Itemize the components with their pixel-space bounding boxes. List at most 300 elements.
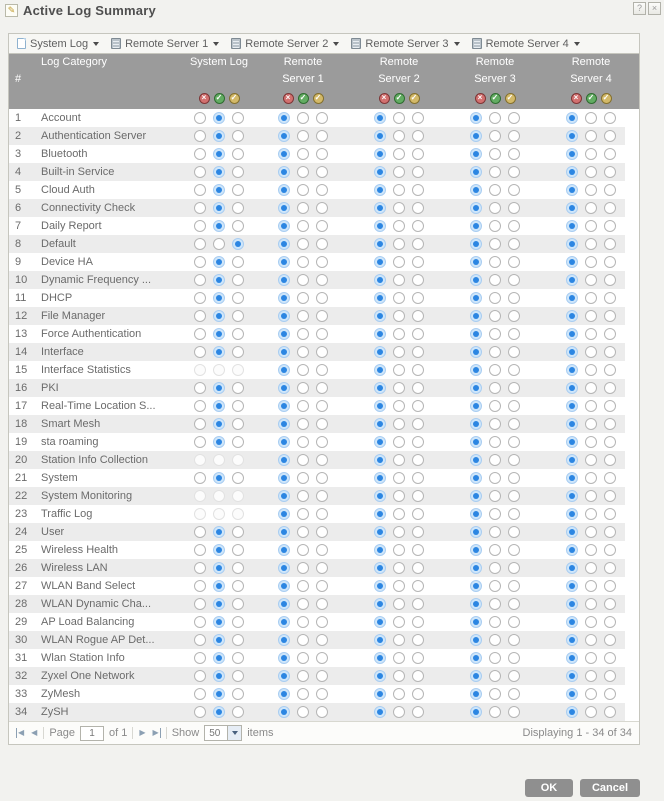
remote-server-1-disable-radio[interactable] xyxy=(278,382,290,394)
remote-server-2-disable-radio[interactable] xyxy=(374,112,386,124)
remote-server-1-disable-radio[interactable] xyxy=(278,328,290,340)
remote-server-2-debug-radio[interactable] xyxy=(412,652,424,664)
remote-server-3-disable-radio[interactable] xyxy=(470,616,482,628)
remote-server-2-enable-radio[interactable] xyxy=(393,598,405,610)
remote-server-2-debug-radio[interactable] xyxy=(412,454,424,466)
remote-server-4-enable-radio[interactable] xyxy=(585,112,597,124)
remote-server-2-debug-radio[interactable] xyxy=(412,238,424,250)
remote-server-4-disable-radio[interactable] xyxy=(566,256,578,268)
system-log-disable-radio[interactable] xyxy=(194,130,206,142)
remote-server-3-debug-radio[interactable] xyxy=(508,220,520,232)
remote-server-2-disable-radio[interactable] xyxy=(374,364,386,376)
system-log-debug-radio[interactable] xyxy=(232,346,244,358)
remote-server-4-disable-radio[interactable] xyxy=(566,148,578,160)
remote-server-4-enable-radio[interactable] xyxy=(585,706,597,718)
remote-server-2-debug-radio[interactable] xyxy=(412,310,424,322)
remote-server-1-debug-radio[interactable] xyxy=(316,562,328,574)
remote-server-2-disable-radio[interactable] xyxy=(374,688,386,700)
system-log-debug-radio[interactable] xyxy=(232,220,244,232)
remote-server-4-enable-radio[interactable] xyxy=(585,562,597,574)
remote-server-4-debug-radio[interactable] xyxy=(604,166,616,178)
remote-server-4-enable-radio[interactable] xyxy=(585,454,597,466)
remote-server-3-enable-radio[interactable] xyxy=(489,598,501,610)
remote-server-4-disable-radio[interactable] xyxy=(566,670,578,682)
remote-server-4-disable-radio[interactable] xyxy=(566,418,578,430)
remote-server-1-enable-radio[interactable] xyxy=(297,220,309,232)
remote-server-2-debug-radio[interactable] xyxy=(412,382,424,394)
system-log-enable-radio[interactable] xyxy=(213,166,225,178)
remote-server-4-disable-radio[interactable] xyxy=(566,490,578,502)
remote-server-4-enable-radio[interactable] xyxy=(585,688,597,700)
remote-server-3-disable-radio[interactable] xyxy=(470,292,482,304)
remote-server-3-enable-radio[interactable] xyxy=(489,220,501,232)
remote-server-1-enable-radio[interactable] xyxy=(297,148,309,160)
remote-server-3-disable-radio[interactable] xyxy=(470,526,482,538)
remote-server-1-disable-radio[interactable] xyxy=(278,634,290,646)
remote-server-4-disable-radio[interactable] xyxy=(566,328,578,340)
system-log-debug-radio[interactable] xyxy=(232,274,244,286)
system-log-enable-radio[interactable] xyxy=(213,202,225,214)
remote-server-1-disable-radio[interactable] xyxy=(278,436,290,448)
remote-server-1-disable-radio[interactable] xyxy=(278,256,290,268)
remote-server-1-enable-radio[interactable] xyxy=(297,436,309,448)
remote-server-2-enable-radio[interactable] xyxy=(393,112,405,124)
remote-server-2-debug-radio[interactable] xyxy=(412,292,424,304)
remote-server-2-debug-radio[interactable] xyxy=(412,148,424,160)
system-log-debug-radio[interactable] xyxy=(232,238,244,250)
remote-server-1-disable-radio[interactable] xyxy=(278,292,290,304)
system-log-enable-radio[interactable] xyxy=(213,238,225,250)
remote-server-3-enable-radio[interactable] xyxy=(489,454,501,466)
remote-server-4-disable-radio[interactable] xyxy=(566,436,578,448)
remote-server-1-enable-radio[interactable] xyxy=(297,202,309,214)
remote-server-3-disable-radio[interactable] xyxy=(470,706,482,718)
remote-server-4-disable-radio[interactable] xyxy=(566,274,578,286)
remote-server-2-disable-radio[interactable] xyxy=(374,670,386,682)
system-log-enable-radio[interactable] xyxy=(213,292,225,304)
remote-server-4-enable-radio[interactable] xyxy=(585,508,597,520)
remote-server-4-debug-radio[interactable] xyxy=(604,328,616,340)
remote-server-4-debug-radio[interactable] xyxy=(604,652,616,664)
remote-server-3-debug-radio[interactable] xyxy=(508,580,520,592)
remote-server-4-debug-radio[interactable] xyxy=(604,616,616,628)
remote-server-3-debug-radio[interactable] xyxy=(508,454,520,466)
remote-server-1-enable-radio[interactable] xyxy=(297,490,309,502)
remote-server-3-enable-radio[interactable] xyxy=(489,688,501,700)
remote-server-4-enable-radio[interactable] xyxy=(585,472,597,484)
toolbar-item-remote-server-3[interactable] xyxy=(345,34,465,53)
system-log-debug-radio[interactable] xyxy=(232,436,244,448)
system-log-enable-radio[interactable] xyxy=(213,544,225,556)
remote-server-2-disable-radio[interactable] xyxy=(374,184,386,196)
remote-server-3-enable-radio[interactable] xyxy=(489,292,501,304)
remote-server-1-debug-radio[interactable] xyxy=(316,634,328,646)
remote-server-4-debug-radio[interactable] xyxy=(604,472,616,484)
system-log-disable-radio[interactable] xyxy=(194,634,206,646)
remote-server-1-disable-radio[interactable] xyxy=(278,112,290,124)
remote-server-2-disable-radio[interactable] xyxy=(374,454,386,466)
cancel-button[interactable]: Cancel xyxy=(580,779,640,797)
remote-server-2-enable-radio[interactable] xyxy=(393,256,405,268)
system-log-debug-radio[interactable] xyxy=(232,688,244,700)
remote-server-4-enable-radio[interactable] xyxy=(585,616,597,628)
remote-server-1-enable-radio[interactable] xyxy=(297,526,309,538)
remote-server-1-enable-radio[interactable] xyxy=(297,112,309,124)
remote-server-4-debug-radio[interactable] xyxy=(604,238,616,250)
remote-server-3-select-all-disable-icon[interactable]: × xyxy=(475,93,486,104)
remote-server-1-enable-radio[interactable] xyxy=(297,184,309,196)
remote-server-4-debug-radio[interactable] xyxy=(604,670,616,682)
system-log-debug-radio[interactable] xyxy=(232,184,244,196)
remote-server-3-enable-radio[interactable] xyxy=(489,706,501,718)
remote-server-2-enable-radio[interactable] xyxy=(393,544,405,556)
remote-server-3-enable-radio[interactable] xyxy=(489,274,501,286)
first-page-button[interactable]: ◀ xyxy=(18,728,25,737)
remote-server-4-debug-radio[interactable] xyxy=(604,130,616,142)
remote-server-2-disable-radio[interactable] xyxy=(374,400,386,412)
system-log-enable-radio[interactable] xyxy=(213,130,225,142)
last-page-button[interactable]: ▶ xyxy=(152,728,159,737)
ok-button[interactable]: OK xyxy=(525,779,573,797)
remote-server-2-disable-radio[interactable] xyxy=(374,508,386,520)
remote-server-1-debug-radio[interactable] xyxy=(316,112,328,124)
remote-server-2-disable-radio[interactable] xyxy=(374,544,386,556)
remote-server-1-debug-radio[interactable] xyxy=(316,454,328,466)
remote-server-2-debug-radio[interactable] xyxy=(412,256,424,268)
remote-server-2-disable-radio[interactable] xyxy=(374,526,386,538)
remote-server-3-disable-radio[interactable] xyxy=(470,346,482,358)
remote-server-3-debug-radio[interactable] xyxy=(508,472,520,484)
remote-server-4-select-all-enable-icon[interactable]: ✓ xyxy=(586,93,597,104)
remote-server-1-disable-radio[interactable] xyxy=(278,688,290,700)
remote-server-2-enable-radio[interactable] xyxy=(393,472,405,484)
remote-server-4-disable-radio[interactable] xyxy=(566,112,578,124)
remote-server-3-debug-radio[interactable] xyxy=(508,508,520,520)
remote-server-3-disable-radio[interactable] xyxy=(470,652,482,664)
remote-server-2-debug-radio[interactable] xyxy=(412,166,424,178)
system-log-debug-radio[interactable] xyxy=(232,472,244,484)
remote-server-4-disable-radio[interactable] xyxy=(566,454,578,466)
remote-server-2-disable-radio[interactable] xyxy=(374,382,386,394)
remote-server-1-debug-radio[interactable] xyxy=(316,220,328,232)
remote-server-4-enable-radio[interactable] xyxy=(585,526,597,538)
remote-server-1-enable-radio[interactable] xyxy=(297,328,309,340)
system-log-disable-radio[interactable] xyxy=(194,256,206,268)
remote-server-4-debug-radio[interactable] xyxy=(604,274,616,286)
remote-server-1-debug-radio[interactable] xyxy=(316,184,328,196)
remote-server-3-enable-radio[interactable] xyxy=(489,166,501,178)
close-button[interactable]: × xyxy=(648,2,661,15)
remote-server-3-select-all-enable-icon[interactable]: ✓ xyxy=(490,93,501,104)
remote-server-1-disable-radio[interactable] xyxy=(278,364,290,376)
remote-server-4-enable-radio[interactable] xyxy=(585,346,597,358)
remote-server-4-disable-radio[interactable] xyxy=(566,598,578,610)
remote-server-1-disable-radio[interactable] xyxy=(278,616,290,628)
remote-server-3-disable-radio[interactable] xyxy=(470,184,482,196)
system-log-disable-radio[interactable] xyxy=(194,238,206,250)
remote-server-3-disable-radio[interactable] xyxy=(470,508,482,520)
remote-server-3-disable-radio[interactable] xyxy=(470,598,482,610)
remote-server-3-enable-radio[interactable] xyxy=(489,634,501,646)
remote-server-3-disable-radio[interactable] xyxy=(470,166,482,178)
system-log-debug-radio[interactable] xyxy=(232,166,244,178)
remote-server-3-disable-radio[interactable] xyxy=(470,328,482,340)
remote-server-2-debug-radio[interactable] xyxy=(412,472,424,484)
remote-server-2-debug-radio[interactable] xyxy=(412,670,424,682)
remote-server-2-enable-radio[interactable] xyxy=(393,562,405,574)
remote-server-1-enable-radio[interactable] xyxy=(297,256,309,268)
system-log-enable-radio[interactable] xyxy=(213,400,225,412)
system-log-debug-radio[interactable] xyxy=(232,328,244,340)
toolbar-item-remote-server-4[interactable] xyxy=(466,34,586,53)
remote-server-4-enable-radio[interactable] xyxy=(585,544,597,556)
remote-server-1-disable-radio[interactable] xyxy=(278,418,290,430)
prev-page-button[interactable]: ◀ xyxy=(31,728,38,737)
remote-server-3-enable-radio[interactable] xyxy=(489,508,501,520)
remote-server-3-debug-radio[interactable] xyxy=(508,544,520,556)
remote-server-4-debug-radio[interactable] xyxy=(604,220,616,232)
remote-server-3-enable-radio[interactable] xyxy=(489,562,501,574)
remote-server-2-debug-radio[interactable] xyxy=(412,436,424,448)
remote-server-2-debug-radio[interactable] xyxy=(412,634,424,646)
remote-server-1-disable-radio[interactable] xyxy=(278,562,290,574)
remote-server-3-enable-radio[interactable] xyxy=(489,238,501,250)
remote-server-3-enable-radio[interactable] xyxy=(489,580,501,592)
remote-server-3-disable-radio[interactable] xyxy=(470,112,482,124)
remote-server-4-debug-radio[interactable] xyxy=(604,634,616,646)
remote-server-1-debug-radio[interactable] xyxy=(316,256,328,268)
remote-server-4-disable-radio[interactable] xyxy=(566,616,578,628)
system-log-enable-radio[interactable] xyxy=(213,184,225,196)
remote-server-4-debug-radio[interactable] xyxy=(604,382,616,394)
toolbar-item-remote-server-1[interactable] xyxy=(105,34,225,53)
remote-server-1-enable-radio[interactable] xyxy=(297,544,309,556)
remote-server-3-enable-radio[interactable] xyxy=(489,130,501,142)
remote-server-2-enable-radio[interactable] xyxy=(393,688,405,700)
remote-server-4-disable-radio[interactable] xyxy=(566,238,578,250)
remote-server-2-disable-radio[interactable] xyxy=(374,706,386,718)
remote-server-1-enable-radio[interactable] xyxy=(297,418,309,430)
remote-server-3-debug-radio[interactable] xyxy=(508,346,520,358)
remote-server-4-debug-radio[interactable] xyxy=(604,526,616,538)
remote-server-2-debug-radio[interactable] xyxy=(412,400,424,412)
remote-server-1-enable-radio[interactable] xyxy=(297,400,309,412)
remote-server-1-disable-radio[interactable] xyxy=(278,238,290,250)
remote-server-1-debug-radio[interactable] xyxy=(316,382,328,394)
remote-server-1-disable-radio[interactable] xyxy=(278,166,290,178)
system-log-enable-radio[interactable] xyxy=(213,706,225,718)
remote-server-2-enable-radio[interactable] xyxy=(393,652,405,664)
remote-server-1-debug-radio[interactable] xyxy=(316,400,328,412)
remote-server-2-disable-radio[interactable] xyxy=(374,562,386,574)
remote-server-4-enable-radio[interactable] xyxy=(585,202,597,214)
remote-server-3-debug-radio[interactable] xyxy=(508,130,520,142)
remote-server-2-debug-radio[interactable] xyxy=(412,346,424,358)
remote-server-4-debug-radio[interactable] xyxy=(604,400,616,412)
system-log-debug-radio[interactable] xyxy=(232,652,244,664)
remote-server-3-disable-radio[interactable] xyxy=(470,238,482,250)
remote-server-3-enable-radio[interactable] xyxy=(489,310,501,322)
system-log-enable-radio[interactable] xyxy=(213,598,225,610)
remote-server-4-debug-radio[interactable] xyxy=(604,292,616,304)
remote-server-1-debug-radio[interactable] xyxy=(316,616,328,628)
system-log-enable-radio[interactable] xyxy=(213,274,225,286)
remote-server-1-disable-radio[interactable] xyxy=(278,454,290,466)
remote-server-2-debug-radio[interactable] xyxy=(412,562,424,574)
remote-server-4-debug-radio[interactable] xyxy=(604,508,616,520)
system-log-disable-radio[interactable] xyxy=(194,580,206,592)
remote-server-4-debug-radio[interactable] xyxy=(604,346,616,358)
system-log-disable-radio[interactable] xyxy=(194,616,206,628)
remote-server-2-disable-radio[interactable] xyxy=(374,472,386,484)
remote-server-3-debug-radio[interactable] xyxy=(508,670,520,682)
remote-server-3-disable-radio[interactable] xyxy=(470,148,482,160)
system-log-debug-radio[interactable] xyxy=(232,616,244,628)
remote-server-2-enable-radio[interactable] xyxy=(393,274,405,286)
remote-server-3-disable-radio[interactable] xyxy=(470,382,482,394)
remote-server-4-enable-radio[interactable] xyxy=(585,382,597,394)
remote-server-1-disable-radio[interactable] xyxy=(278,508,290,520)
remote-server-4-disable-radio[interactable] xyxy=(566,220,578,232)
remote-server-2-select-all-debug-icon[interactable]: ✓ xyxy=(409,93,420,104)
system-log-debug-radio[interactable] xyxy=(232,202,244,214)
system-log-enable-radio[interactable] xyxy=(213,562,225,574)
system-log-disable-radio[interactable] xyxy=(194,382,206,394)
system-log-disable-radio[interactable] xyxy=(194,652,206,664)
remote-server-3-debug-radio[interactable] xyxy=(508,112,520,124)
remote-server-3-enable-radio[interactable] xyxy=(489,202,501,214)
remote-server-1-enable-radio[interactable] xyxy=(297,238,309,250)
system-log-disable-radio[interactable] xyxy=(194,274,206,286)
remote-server-2-debug-radio[interactable] xyxy=(412,508,424,520)
system-log-disable-radio[interactable] xyxy=(194,598,206,610)
remote-server-3-enable-radio[interactable] xyxy=(489,490,501,502)
remote-server-1-disable-radio[interactable] xyxy=(278,346,290,358)
remote-server-2-enable-radio[interactable] xyxy=(393,634,405,646)
system-log-debug-radio[interactable] xyxy=(232,580,244,592)
system-log-enable-radio[interactable] xyxy=(213,652,225,664)
remote-server-4-enable-radio[interactable] xyxy=(585,256,597,268)
remote-server-4-debug-radio[interactable] xyxy=(604,598,616,610)
remote-server-2-enable-radio[interactable] xyxy=(393,346,405,358)
remote-server-2-disable-radio[interactable] xyxy=(374,598,386,610)
remote-server-4-disable-radio[interactable] xyxy=(566,364,578,376)
remote-server-1-enable-radio[interactable] xyxy=(297,472,309,484)
remote-server-1-disable-radio[interactable] xyxy=(278,526,290,538)
remote-server-3-debug-radio[interactable] xyxy=(508,238,520,250)
remote-server-1-debug-radio[interactable] xyxy=(316,706,328,718)
remote-server-4-enable-radio[interactable] xyxy=(585,418,597,430)
remote-server-4-disable-radio[interactable] xyxy=(566,652,578,664)
system-log-debug-radio[interactable] xyxy=(232,634,244,646)
system-log-disable-radio[interactable] xyxy=(194,706,206,718)
remote-server-2-enable-radio[interactable] xyxy=(393,382,405,394)
remote-server-3-disable-radio[interactable] xyxy=(470,418,482,430)
remote-server-4-disable-radio[interactable] xyxy=(566,346,578,358)
remote-server-2-enable-radio[interactable] xyxy=(393,130,405,142)
system-log-debug-radio[interactable] xyxy=(232,256,244,268)
remote-server-4-enable-radio[interactable] xyxy=(585,274,597,286)
remote-server-3-disable-radio[interactable] xyxy=(470,274,482,286)
remote-server-1-disable-radio[interactable] xyxy=(278,274,290,286)
remote-server-3-disable-radio[interactable] xyxy=(470,454,482,466)
remote-server-2-disable-radio[interactable] xyxy=(374,310,386,322)
remote-server-3-enable-radio[interactable] xyxy=(489,382,501,394)
system-log-debug-radio[interactable] xyxy=(232,130,244,142)
remote-server-3-debug-radio[interactable] xyxy=(508,166,520,178)
remote-server-1-debug-radio[interactable] xyxy=(316,166,328,178)
system-log-select-all-enable-icon[interactable]: ✓ xyxy=(214,93,225,104)
remote-server-4-enable-radio[interactable] xyxy=(585,148,597,160)
remote-server-4-disable-radio[interactable] xyxy=(566,634,578,646)
remote-server-3-disable-radio[interactable] xyxy=(470,364,482,376)
remote-server-2-debug-radio[interactable] xyxy=(412,526,424,538)
remote-server-2-disable-radio[interactable] xyxy=(374,328,386,340)
system-log-enable-radio[interactable] xyxy=(213,310,225,322)
remote-server-3-disable-radio[interactable] xyxy=(470,436,482,448)
system-log-debug-radio[interactable] xyxy=(232,598,244,610)
remote-server-4-debug-radio[interactable] xyxy=(604,688,616,700)
remote-server-1-disable-radio[interactable] xyxy=(278,706,290,718)
system-log-enable-radio[interactable] xyxy=(213,148,225,160)
remote-server-3-disable-radio[interactable] xyxy=(470,580,482,592)
remote-server-1-debug-radio[interactable] xyxy=(316,274,328,286)
remote-server-1-disable-radio[interactable] xyxy=(278,148,290,160)
remote-server-4-enable-radio[interactable] xyxy=(585,436,597,448)
system-log-debug-radio[interactable] xyxy=(232,382,244,394)
remote-server-4-debug-radio[interactable] xyxy=(604,202,616,214)
remote-server-2-debug-radio[interactable] xyxy=(412,616,424,628)
remote-server-4-enable-radio[interactable] xyxy=(585,364,597,376)
system-log-disable-radio[interactable] xyxy=(194,472,206,484)
remote-server-3-debug-radio[interactable] xyxy=(508,202,520,214)
system-log-enable-radio[interactable] xyxy=(213,418,225,430)
system-log-disable-radio[interactable] xyxy=(194,202,206,214)
remote-server-3-debug-radio[interactable] xyxy=(508,292,520,304)
remote-server-4-enable-radio[interactable] xyxy=(585,310,597,322)
system-log-debug-radio[interactable] xyxy=(232,400,244,412)
remote-server-2-enable-radio[interactable] xyxy=(393,490,405,502)
remote-server-2-debug-radio[interactable] xyxy=(412,544,424,556)
remote-server-3-enable-radio[interactable] xyxy=(489,256,501,268)
remote-server-1-enable-radio[interactable] xyxy=(297,580,309,592)
remote-server-1-enable-radio[interactable] xyxy=(297,688,309,700)
remote-server-2-enable-radio[interactable] xyxy=(393,238,405,250)
system-log-disable-radio[interactable] xyxy=(194,292,206,304)
system-log-debug-radio[interactable] xyxy=(232,526,244,538)
remote-server-3-enable-radio[interactable] xyxy=(489,670,501,682)
remote-server-1-debug-radio[interactable] xyxy=(316,238,328,250)
system-log-enable-radio[interactable] xyxy=(213,220,225,232)
system-log-enable-radio[interactable] xyxy=(213,346,225,358)
remote-server-1-enable-radio[interactable] xyxy=(297,166,309,178)
remote-server-3-debug-radio[interactable] xyxy=(508,382,520,394)
remote-server-3-debug-radio[interactable] xyxy=(508,400,520,412)
remote-server-3-debug-radio[interactable] xyxy=(508,616,520,628)
remote-server-2-debug-radio[interactable] xyxy=(412,112,424,124)
system-log-disable-radio[interactable] xyxy=(194,310,206,322)
remote-server-2-disable-radio[interactable] xyxy=(374,418,386,430)
remote-server-3-select-all-debug-icon[interactable]: ✓ xyxy=(505,93,516,104)
remote-server-2-enable-radio[interactable] xyxy=(393,310,405,322)
remote-server-2-enable-radio[interactable] xyxy=(393,454,405,466)
remote-server-3-debug-radio[interactable] xyxy=(508,598,520,610)
remote-server-4-enable-radio[interactable] xyxy=(585,184,597,196)
remote-server-3-enable-radio[interactable] xyxy=(489,418,501,430)
remote-server-4-debug-radio[interactable] xyxy=(604,436,616,448)
remote-server-1-debug-radio[interactable] xyxy=(316,292,328,304)
remote-server-3-debug-radio[interactable] xyxy=(508,256,520,268)
